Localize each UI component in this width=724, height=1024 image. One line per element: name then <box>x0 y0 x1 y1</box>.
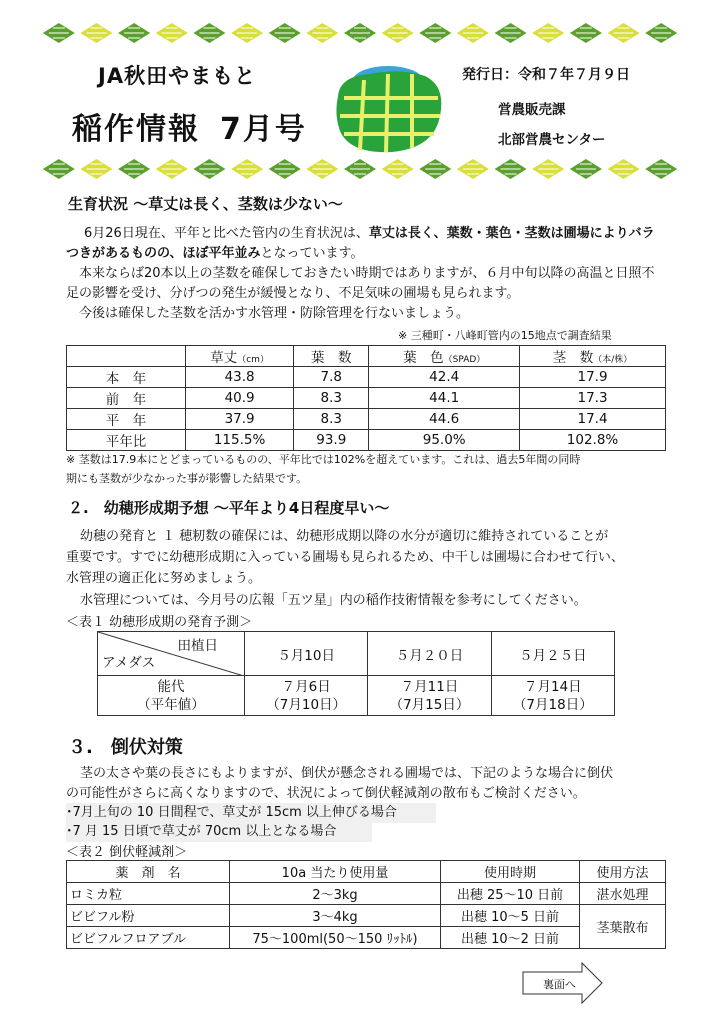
bullet-2: ･7 月 15 日頃で草丈が 70cm 以上となる場合 <box>66 822 372 842</box>
growth-table-header <box>67 346 666 367</box>
diamond-icon <box>344 23 376 43</box>
diamond-icon <box>193 159 225 179</box>
table-row: ビビフル粉 3～4kg 出穂 10～5 日前 茎葉散布 <box>67 905 666 927</box>
department-sales: 営農販売課 <box>498 102 566 118</box>
diamond-icon <box>306 159 338 179</box>
diamond-icon <box>532 23 564 43</box>
p1-post: となっています。 <box>260 246 364 261</box>
footnote-line1: ※ 茎数は17.9本にとどまっているものの、平年比では102%を超えています。これは、過去5年間の同時 <box>66 453 581 466</box>
table2-caption: ＜表２ 倒伏軽減剤＞ <box>66 845 188 860</box>
header-blank <box>67 346 186 367</box>
header-height: 草丈（cm） <box>186 346 294 367</box>
section2-heading: ２. 幼穂形成期予想 ～平年より4日程度早い～ <box>68 499 390 517</box>
header-stems: 茎 数（本/株） <box>520 346 666 367</box>
title-month: 7月号 <box>220 112 307 147</box>
row-label: 能代 （平年値） <box>98 676 245 716</box>
bottom-diamond-border <box>40 158 680 180</box>
diamond-icon <box>80 159 112 179</box>
p1-bold1: 草丈は長く、葉数・葉色・茎数は圃場により <box>368 226 629 241</box>
diamond-icon <box>645 159 677 179</box>
diamond-icon <box>495 159 527 179</box>
diamond-icon <box>231 23 263 43</box>
diamond-icon <box>231 159 263 179</box>
diamond-icon <box>532 159 564 179</box>
section3-heading: ３. 倒伏対策 <box>68 737 183 758</box>
diamond-icon <box>419 159 451 179</box>
table-row: 能代 （平年値） ７月6日 （7月10日） ７月11日 （7月15日） ７月14日 （7月18日） <box>98 676 615 716</box>
department-center: 北部営農センター <box>498 132 606 148</box>
header-color: 葉 色（SPAD） <box>369 346 520 367</box>
p1-pre: 6月26日現在、平年と比べた管内の生育状況は、 <box>84 226 369 241</box>
diamond-icon <box>645 23 677 43</box>
table-row: ロミカ粒 2～3kg 出穂 25～10 日前 湛水処理 <box>67 883 666 905</box>
panicle-table <box>97 631 615 716</box>
section3-line1: 茎の太さや葉の長さにもよりますが、倒伏が懸念される圃場では、下記のような場合に倒伏 <box>80 766 614 781</box>
header-leaves: 葉 数 <box>294 346 369 367</box>
section1-paragraph2: 本来ならば20本以上の茎数を確保しておきたい時期ではありますが、６月中旬以降の高温と日照不足の影響を受け、分げつの発生が緩慢となり、不足気味の圃場も見られます。 <box>66 266 655 301</box>
col-may25: ５月２５日 <box>491 632 614 676</box>
diamond-icon <box>419 23 451 43</box>
section1-paragraph1 <box>66 224 666 264</box>
lodging-table-header: 薬 剤 名 10a 当たり使用量 使用時期 使用方法 <box>67 861 666 883</box>
diamond-icon <box>382 23 414 43</box>
top-diamond-border <box>40 22 680 44</box>
section1-heading: 生育状況 ～草丈は長く、茎数は少ない～ <box>68 195 343 213</box>
corner-top: 田植日 <box>177 638 218 654</box>
diamond-icon <box>43 23 75 43</box>
corner-bottom: アメダス <box>102 655 156 671</box>
diamond-icon <box>80 23 112 43</box>
diamond-icon <box>118 159 150 179</box>
diamond-icon <box>570 159 602 179</box>
rice-field-logo <box>330 56 448 156</box>
table-row: 前 年 40.9 8.3 44.1 17.3 <box>67 388 666 409</box>
org-name: JA秋田やまもと <box>98 64 257 88</box>
diamond-icon <box>495 23 527 43</box>
section2-line3: 水管理の適正化に努めましょう。 <box>66 571 262 586</box>
section2-line2: 重要です。すでに幼穂形成期に入っている圃場も見られるため、中干しは圃場に合わせて行い、 <box>66 550 624 565</box>
col-may10: ５月10日 <box>245 632 368 676</box>
bullet-1: ･7月上旬の 10 日間程で、草丈が 15cm 以上伸びる場合 <box>66 803 436 823</box>
table-row: 本 年 43.8 7.8 42.4 17.9 <box>67 367 666 388</box>
diamond-icon <box>269 23 301 43</box>
diamond-icon <box>344 159 376 179</box>
diamond-icon <box>570 23 602 43</box>
section2-line4: 水管理については、今月号の広報「五ツ星」内の稲作技術情報を参考にしてください。 <box>80 593 587 608</box>
diamond-icon <box>269 159 301 179</box>
diamond-icon <box>118 23 150 43</box>
diamond-icon <box>457 23 489 43</box>
table-row: 平 年 37.9 8.3 44.6 17.4 <box>67 409 666 430</box>
diamond-icon <box>382 159 414 179</box>
section2-line1: 幼穂の発育と １ 穂籾数の確保には、幼穂形成期以降の水分が適切に維持されていることが <box>80 529 609 544</box>
lodging-agent-table <box>66 860 666 949</box>
corner-cell <box>98 632 245 676</box>
survey-note: ※ 三種町・八峰町管内の15地点で調査結果 <box>398 329 612 342</box>
title-text: 稲作情報 <box>72 112 200 147</box>
col-may20: ５月２０日 <box>368 632 491 676</box>
table1-caption: ＜表１ 幼穂形成期の発育予測＞ <box>66 615 253 630</box>
section3-line2: の可能性がさらに高くなりますので、状況によって倒伏軽減剤の散布もご検討ください。 <box>66 786 586 801</box>
diamond-icon <box>457 159 489 179</box>
diamond-icon <box>193 23 225 43</box>
diamond-icon <box>156 23 188 43</box>
issue-date: 発行日：令和７年７月９日 <box>462 67 630 83</box>
section1-paragraph3: 今後は確保した茎数を活かす水管理・防除管理を行ないましょう。 <box>79 306 470 321</box>
diamond-icon <box>156 159 188 179</box>
footnote-line2: 期にも茎数が少なかった事が影響した結果です。 <box>66 472 308 485</box>
table-row: ビビフルフロアブル 75～100ml(50～150 ﾘｯﾄﾙ) 出穂 10～2 日前 <box>67 927 666 949</box>
diamond-icon <box>306 23 338 43</box>
diamond-icon <box>608 23 640 43</box>
next-page-label: 裏面へ <box>543 978 576 991</box>
growth-table <box>66 345 666 451</box>
newsletter-title <box>72 104 307 148</box>
panicle-table-header <box>98 632 615 676</box>
table-row: 平年比 115.5% 93.9 95.0% 102.8% <box>67 430 666 451</box>
diamond-icon <box>43 159 75 179</box>
diamond-icon <box>608 159 640 179</box>
p1-bold2: バラつきがあるものの、ほぼ平年並み <box>66 226 655 261</box>
